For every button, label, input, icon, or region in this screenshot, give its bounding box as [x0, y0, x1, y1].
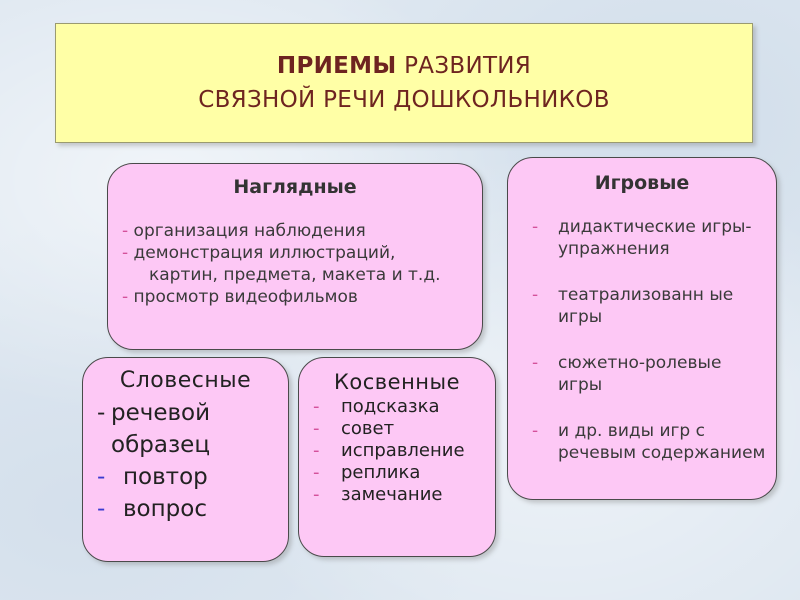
list-item — [313, 462, 495, 484]
list-item-text: и др. виды игр с речевым содержанием — [558, 421, 766, 463]
dash-marker: - — [122, 221, 129, 241]
list-item — [532, 284, 768, 328]
list-item — [532, 216, 768, 260]
list-item-text: вопрос — [123, 496, 207, 522]
dash-marker: - — [122, 243, 129, 263]
list-item-text: организация наблюдения — [128, 221, 366, 241]
visual-methods-heading: Наглядные — [233, 176, 357, 198]
title-line-1-rest: РАЗВИТИЯ — [396, 53, 532, 79]
list-item — [532, 420, 768, 464]
dash-marker: - — [122, 287, 129, 307]
dash-marker: - — [313, 396, 320, 417]
dash-marker: - — [532, 421, 539, 441]
title-line-2: СВЯЗНОЙ РЕЧИ ДОШКОЛЬНИКОВ — [198, 87, 610, 113]
dash-marker: - — [313, 418, 320, 439]
list-item-text: подсказка — [341, 396, 440, 417]
list-item — [313, 440, 495, 462]
list-item-text: театрализованн ые игры — [558, 285, 734, 327]
indirect-methods-box — [298, 357, 496, 557]
list-item-text: речевой образец — [111, 400, 211, 458]
list-item-text: совет — [341, 418, 395, 439]
game-methods-list — [508, 216, 776, 464]
dash-marker: - — [97, 464, 106, 490]
list-item — [124, 286, 474, 308]
list-item-text: исправление — [341, 440, 465, 461]
verbal-methods-heading: Словесные — [119, 368, 252, 393]
list-item-text: дидактические игры-упражнения — [558, 217, 752, 259]
dash-marker: - — [313, 462, 320, 483]
list-item — [313, 484, 495, 506]
list-item-text: повтор — [123, 464, 208, 490]
list-item — [124, 220, 474, 242]
game-methods-box — [507, 157, 777, 500]
list-item — [97, 461, 288, 493]
dash-marker: - — [313, 440, 320, 461]
list-item — [97, 493, 288, 525]
list-item — [97, 397, 288, 461]
verbal-methods-list — [83, 397, 288, 525]
list-item-text: демонстрация иллюстраций, — [128, 243, 396, 263]
visual-methods-box — [107, 163, 483, 350]
list-item-text: реплика — [341, 462, 421, 483]
list-item — [532, 352, 768, 396]
dash-marker: - — [313, 484, 320, 505]
dash-marker: - — [532, 353, 539, 373]
indirect-methods-heading: Косвенные — [333, 370, 461, 394]
game-methods-heading: Игровые — [594, 172, 690, 194]
list-item — [313, 396, 495, 418]
dash-marker: - — [532, 217, 539, 237]
visual-methods-list — [108, 220, 482, 308]
dash-marker: - — [97, 496, 106, 522]
dash-marker: - — [532, 285, 539, 305]
list-item — [313, 418, 495, 440]
list-item-text: сюжетно-ролевые игры — [558, 353, 722, 395]
list-item-continuation: картин, предмета, макета и т.д. — [149, 265, 441, 285]
list-item-text: просмотр видеофильмов — [128, 287, 358, 307]
dash-marker: - — [97, 400, 106, 426]
title-line-1 — [277, 49, 531, 83]
list-item — [124, 242, 474, 286]
title-bold-word: ПРИЕМЫ — [276, 53, 397, 79]
verbal-methods-box — [82, 357, 289, 562]
title-box — [55, 23, 753, 143]
indirect-methods-list — [299, 396, 495, 506]
list-item-text: замечание — [341, 484, 443, 505]
